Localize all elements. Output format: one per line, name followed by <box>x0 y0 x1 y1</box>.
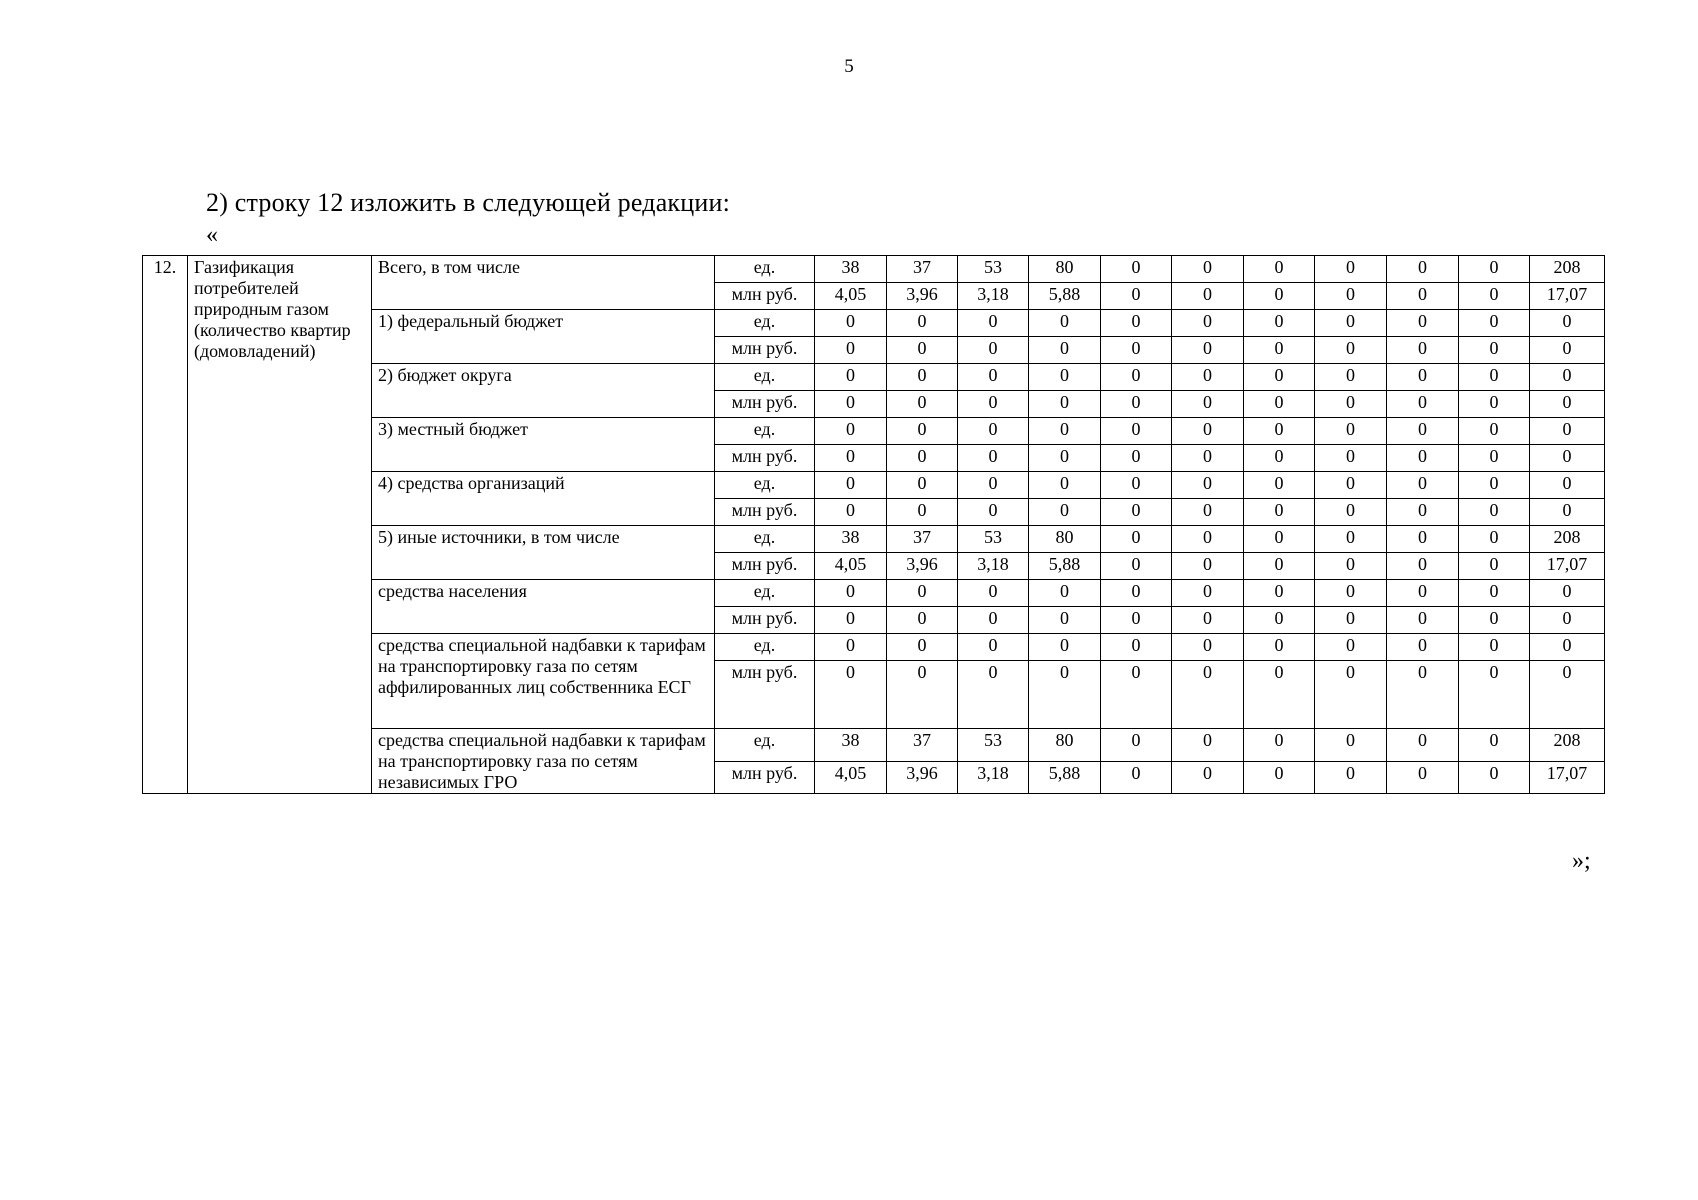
total-value-cell: 208 <box>1530 256 1605 283</box>
value-cell: 4,05 <box>815 283 887 310</box>
value-cell: 0 <box>1172 526 1244 553</box>
value-cell: 0 <box>1244 661 1315 729</box>
value-cell: 0 <box>1459 310 1530 337</box>
value-cell: 0 <box>887 445 958 472</box>
value-cell: 0 <box>1315 526 1387 553</box>
value-cell: 0 <box>1101 526 1172 553</box>
value-cell: 0 <box>1244 607 1315 634</box>
value-cell: 0 <box>958 472 1029 499</box>
value-cell: 0 <box>1315 445 1387 472</box>
value-cell: 0 <box>1459 445 1530 472</box>
unit-cell: млн руб. <box>715 337 815 364</box>
value-cell: 3,96 <box>887 283 958 310</box>
total-value-cell: 0 <box>1530 364 1605 391</box>
value-cell: 0 <box>1244 364 1315 391</box>
value-cell: 0 <box>1244 580 1315 607</box>
value-cell: 0 <box>1459 391 1530 418</box>
value-cell: 0 <box>1459 256 1530 283</box>
value-cell: 0 <box>1101 499 1172 526</box>
value-cell: 0 <box>1387 761 1459 794</box>
value-cell: 0 <box>887 580 958 607</box>
value-cell: 0 <box>1172 607 1244 634</box>
value-cell: 0 <box>887 310 958 337</box>
value-cell: 0 <box>1387 337 1459 364</box>
value-cell: 0 <box>887 607 958 634</box>
value-cell: 0 <box>1172 499 1244 526</box>
value-cell: 0 <box>1029 499 1101 526</box>
unit-cell: ед. <box>715 472 815 499</box>
total-value-cell: 0 <box>1530 661 1605 729</box>
funding-source-label: 1) федеральный бюджет <box>372 310 715 364</box>
value-cell: 0 <box>1101 729 1172 762</box>
value-cell: 0 <box>1029 661 1101 729</box>
value-cell: 0 <box>1244 526 1315 553</box>
value-cell: 0 <box>1101 580 1172 607</box>
total-value-cell: 0 <box>1530 445 1605 472</box>
value-cell: 0 <box>1172 729 1244 762</box>
funding-source-label: средства специальной надбавки к тарифам на транспортировку газа по сетям аффилированных лиц собственника ЕСГ <box>372 634 715 729</box>
funding-source-label: 2) бюджет округа <box>372 364 715 418</box>
funding-source-label: 3) местный бюджет <box>372 418 715 472</box>
value-cell: 0 <box>1101 553 1172 580</box>
row-number: 12. <box>143 256 188 794</box>
value-cell: 53 <box>958 256 1029 283</box>
value-cell: 0 <box>815 580 887 607</box>
value-cell: 0 <box>1029 580 1101 607</box>
value-cell: 0 <box>958 310 1029 337</box>
row-name: Газификация потребителей природным газом (количество квартир (домовладений) <box>188 256 372 794</box>
value-cell: 0 <box>1387 472 1459 499</box>
program-table <box>142 255 1605 794</box>
value-cell: 0 <box>1244 634 1315 661</box>
value-cell: 0 <box>1101 391 1172 418</box>
value-cell: 5,88 <box>1029 761 1101 794</box>
value-cell: 0 <box>1315 310 1387 337</box>
value-cell: 0 <box>1101 418 1172 445</box>
value-cell: 0 <box>1172 580 1244 607</box>
total-value-cell: 0 <box>1530 634 1605 661</box>
value-cell: 0 <box>1101 607 1172 634</box>
value-cell: 0 <box>1244 310 1315 337</box>
value-cell: 0 <box>1459 661 1530 729</box>
value-cell: 53 <box>958 526 1029 553</box>
funding-source-label: 4) средства организаций <box>372 472 715 526</box>
value-cell: 0 <box>1387 607 1459 634</box>
value-cell: 0 <box>1315 729 1387 762</box>
value-cell: 0 <box>1244 729 1315 762</box>
value-cell: 0 <box>1029 472 1101 499</box>
value-cell: 0 <box>1459 283 1530 310</box>
value-cell: 0 <box>1029 418 1101 445</box>
value-cell: 0 <box>1101 472 1172 499</box>
unit-cell: млн руб. <box>715 553 815 580</box>
value-cell: 0 <box>1101 337 1172 364</box>
value-cell: 37 <box>887 729 958 762</box>
value-cell: 0 <box>815 418 887 445</box>
unit-cell: млн руб. <box>715 391 815 418</box>
value-cell: 0 <box>1101 634 1172 661</box>
value-cell: 0 <box>1029 337 1101 364</box>
value-cell: 80 <box>1029 256 1101 283</box>
value-cell: 5,88 <box>1029 553 1101 580</box>
total-value-cell: 0 <box>1530 499 1605 526</box>
value-cell: 0 <box>1387 661 1459 729</box>
value-cell: 0 <box>815 310 887 337</box>
value-cell: 0 <box>1101 256 1172 283</box>
value-cell: 0 <box>958 391 1029 418</box>
unit-cell: ед. <box>715 256 815 283</box>
value-cell: 0 <box>1172 337 1244 364</box>
value-cell: 0 <box>1315 553 1387 580</box>
value-cell: 0 <box>1315 761 1387 794</box>
value-cell: 0 <box>1459 729 1530 762</box>
value-cell: 0 <box>1244 337 1315 364</box>
total-value-cell: 0 <box>1530 310 1605 337</box>
value-cell: 0 <box>1172 364 1244 391</box>
value-cell: 0 <box>1459 364 1530 391</box>
unit-cell: ед. <box>715 580 815 607</box>
total-value-cell: 0 <box>1530 418 1605 445</box>
value-cell: 38 <box>815 526 887 553</box>
value-cell: 0 <box>1172 761 1244 794</box>
total-value-cell: 17,07 <box>1530 283 1605 310</box>
value-cell: 0 <box>1029 445 1101 472</box>
value-cell: 3,18 <box>958 761 1029 794</box>
value-cell: 0 <box>1459 526 1530 553</box>
value-cell: 0 <box>1244 256 1315 283</box>
value-cell: 37 <box>887 256 958 283</box>
value-cell: 0 <box>1101 364 1172 391</box>
value-cell: 0 <box>887 661 958 729</box>
total-value-cell: 0 <box>1530 607 1605 634</box>
value-cell: 0 <box>1459 553 1530 580</box>
value-cell: 0 <box>1172 472 1244 499</box>
funding-source-label: 5) иные источники, в том числе <box>372 526 715 580</box>
value-cell: 4,05 <box>815 761 887 794</box>
value-cell: 0 <box>1029 391 1101 418</box>
value-cell: 0 <box>815 445 887 472</box>
value-cell: 0 <box>1101 761 1172 794</box>
value-cell: 0 <box>1459 634 1530 661</box>
value-cell: 0 <box>1172 418 1244 445</box>
value-cell: 0 <box>815 607 887 634</box>
value-cell: 0 <box>1315 580 1387 607</box>
value-cell: 0 <box>1172 661 1244 729</box>
value-cell: 0 <box>887 499 958 526</box>
value-cell: 0 <box>1459 337 1530 364</box>
unit-cell: ед. <box>715 310 815 337</box>
unit-cell: ед. <box>715 729 815 762</box>
value-cell: 0 <box>815 391 887 418</box>
value-cell: 0 <box>1315 256 1387 283</box>
value-cell: 0 <box>958 364 1029 391</box>
value-cell: 0 <box>1387 445 1459 472</box>
total-value-cell: 0 <box>1530 391 1605 418</box>
unit-cell: млн руб. <box>715 283 815 310</box>
instruction-heading: 2) строку 12 изложить в следующей редакции: <box>206 188 731 217</box>
value-cell: 0 <box>1387 553 1459 580</box>
unit-cell: млн руб. <box>715 445 815 472</box>
table-body <box>143 256 1605 794</box>
value-cell: 0 <box>958 499 1029 526</box>
value-cell: 0 <box>1244 391 1315 418</box>
value-cell: 80 <box>1029 729 1101 762</box>
value-cell: 80 <box>1029 526 1101 553</box>
value-cell: 0 <box>1459 607 1530 634</box>
value-cell: 0 <box>1315 661 1387 729</box>
table-row <box>143 256 1605 283</box>
value-cell: 0 <box>958 607 1029 634</box>
value-cell: 0 <box>1244 553 1315 580</box>
value-cell: 0 <box>1459 472 1530 499</box>
value-cell: 0 <box>1387 418 1459 445</box>
value-cell: 0 <box>815 661 887 729</box>
value-cell: 0 <box>887 337 958 364</box>
value-cell: 0 <box>958 634 1029 661</box>
value-cell: 53 <box>958 729 1029 762</box>
value-cell: 5,88 <box>1029 283 1101 310</box>
value-cell: 0 <box>1172 634 1244 661</box>
unit-cell: млн руб. <box>715 499 815 526</box>
value-cell: 0 <box>1029 310 1101 337</box>
value-cell: 0 <box>1172 553 1244 580</box>
value-cell: 0 <box>815 364 887 391</box>
value-cell: 0 <box>1101 661 1172 729</box>
value-cell: 0 <box>887 634 958 661</box>
total-value-cell: 208 <box>1530 526 1605 553</box>
value-cell: 0 <box>887 472 958 499</box>
value-cell: 3,96 <box>887 553 958 580</box>
value-cell: 0 <box>1387 580 1459 607</box>
value-cell: 0 <box>1459 580 1530 607</box>
value-cell: 0 <box>1244 499 1315 526</box>
value-cell: 0 <box>1387 634 1459 661</box>
value-cell: 0 <box>1101 445 1172 472</box>
value-cell: 0 <box>958 661 1029 729</box>
total-value-cell: 0 <box>1530 472 1605 499</box>
unit-cell: млн руб. <box>715 661 815 729</box>
unit-cell: ед. <box>715 526 815 553</box>
value-cell: 3,96 <box>887 761 958 794</box>
value-cell: 0 <box>1172 283 1244 310</box>
value-cell: 0 <box>815 634 887 661</box>
funding-source-label: Всего, в том числе <box>372 256 715 310</box>
value-cell: 0 <box>1029 607 1101 634</box>
value-cell: 0 <box>1315 607 1387 634</box>
total-value-cell: 17,07 <box>1530 553 1605 580</box>
value-cell: 0 <box>958 418 1029 445</box>
value-cell: 37 <box>887 526 958 553</box>
value-cell: 0 <box>1315 499 1387 526</box>
value-cell: 0 <box>1315 283 1387 310</box>
value-cell: 0 <box>1387 391 1459 418</box>
value-cell: 0 <box>1101 283 1172 310</box>
close-quote: »; <box>1572 848 1591 874</box>
unit-cell: млн руб. <box>715 761 815 794</box>
page-number: 5 <box>844 56 854 77</box>
value-cell: 0 <box>1315 418 1387 445</box>
value-cell: 0 <box>1315 472 1387 499</box>
value-cell: 0 <box>1244 283 1315 310</box>
funding-source-label: средства населения <box>372 580 715 634</box>
value-cell: 0 <box>815 499 887 526</box>
funding-source-label: средства специальной надбавки к тарифам на транспортировку газа по сетям независимых ГРО <box>372 729 715 794</box>
value-cell: 0 <box>815 337 887 364</box>
value-cell: 0 <box>1387 729 1459 762</box>
value-cell: 0 <box>887 391 958 418</box>
value-cell: 0 <box>1172 310 1244 337</box>
total-value-cell: 17,07 <box>1530 761 1605 794</box>
unit-cell: ед. <box>715 418 815 445</box>
value-cell: 4,05 <box>815 553 887 580</box>
value-cell: 0 <box>1387 256 1459 283</box>
value-cell: 0 <box>1172 445 1244 472</box>
total-value-cell: 0 <box>1530 337 1605 364</box>
value-cell: 0 <box>1459 761 1530 794</box>
value-cell: 0 <box>1172 256 1244 283</box>
value-cell: 3,18 <box>958 283 1029 310</box>
total-value-cell: 208 <box>1530 729 1605 762</box>
value-cell: 0 <box>1315 391 1387 418</box>
value-cell: 0 <box>1244 761 1315 794</box>
value-cell: 3,18 <box>958 553 1029 580</box>
value-cell: 0 <box>887 364 958 391</box>
value-cell: 0 <box>1315 337 1387 364</box>
value-cell: 0 <box>1244 445 1315 472</box>
value-cell: 0 <box>958 445 1029 472</box>
value-cell: 38 <box>815 256 887 283</box>
value-cell: 0 <box>1459 499 1530 526</box>
unit-cell: ед. <box>715 364 815 391</box>
value-cell: 0 <box>1172 391 1244 418</box>
value-cell: 0 <box>1315 634 1387 661</box>
value-cell: 0 <box>958 580 1029 607</box>
total-value-cell: 0 <box>1530 580 1605 607</box>
value-cell: 0 <box>1244 418 1315 445</box>
value-cell: 0 <box>1029 364 1101 391</box>
value-cell: 0 <box>1101 310 1172 337</box>
unit-cell: млн руб. <box>715 607 815 634</box>
value-cell: 0 <box>1244 472 1315 499</box>
value-cell: 0 <box>1029 634 1101 661</box>
value-cell: 0 <box>1315 364 1387 391</box>
value-cell: 0 <box>1459 418 1530 445</box>
value-cell: 0 <box>1387 310 1459 337</box>
value-cell: 0 <box>1387 526 1459 553</box>
value-cell: 0 <box>887 418 958 445</box>
value-cell: 0 <box>958 337 1029 364</box>
value-cell: 38 <box>815 729 887 762</box>
value-cell: 0 <box>815 472 887 499</box>
open-quote: « <box>206 222 218 248</box>
unit-cell: ед. <box>715 634 815 661</box>
value-cell: 0 <box>1387 283 1459 310</box>
value-cell: 0 <box>1387 499 1459 526</box>
value-cell: 0 <box>1387 364 1459 391</box>
